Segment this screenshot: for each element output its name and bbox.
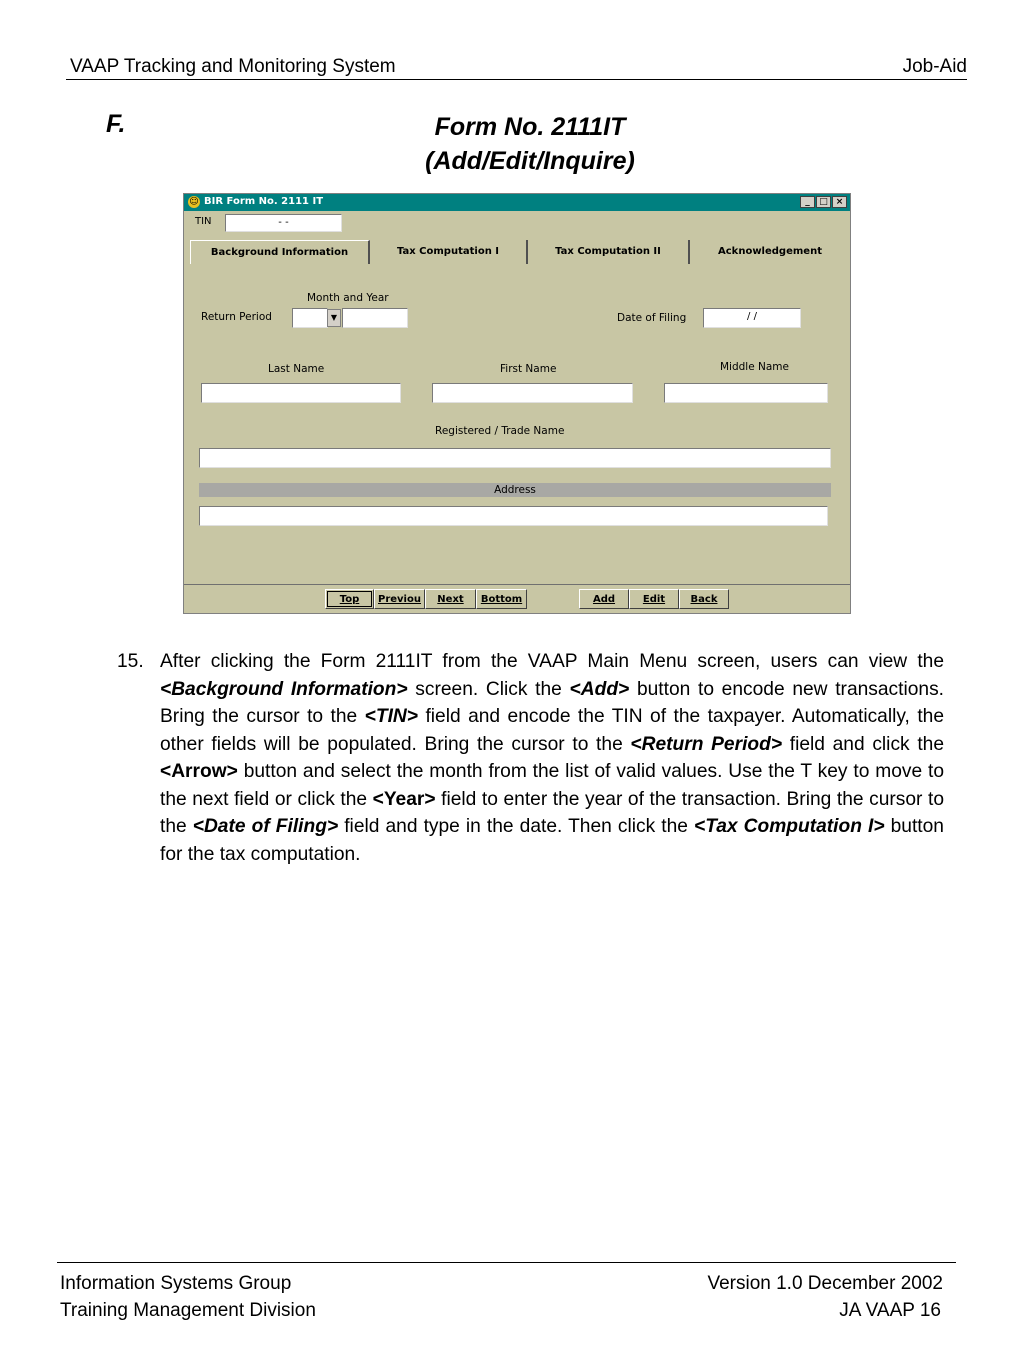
back-button[interactable]: Back: [679, 589, 729, 609]
footer-page-id: JA VAAP 16: [839, 1300, 941, 1321]
footer-version: Version 1.0 December 2002: [707, 1273, 943, 1294]
tin-field[interactable]: - -: [225, 214, 342, 232]
return-period-year-field[interactable]: [342, 308, 408, 328]
tab-acknowledgement[interactable]: Acknowledgement: [718, 246, 822, 257]
tab-tax-computation-2[interactable]: Tax Computation II: [528, 240, 690, 264]
address-label: Address: [199, 483, 831, 497]
first-name-field[interactable]: [432, 383, 633, 403]
middle-name-field[interactable]: [664, 383, 828, 403]
date-of-filing-label: Date of Filing: [617, 312, 687, 324]
footer-division: Training Management Division: [60, 1300, 316, 1321]
tin-label: TIN: [195, 216, 212, 227]
header-rule: [66, 79, 967, 80]
maximize-icon[interactable]: □: [816, 196, 831, 208]
last-name-field[interactable]: [201, 383, 401, 403]
minimize-icon[interactable]: _: [800, 196, 815, 208]
section-title-line2: (Add/Edit/Inquire): [425, 147, 635, 175]
bottom-button[interactable]: Bottom: [476, 589, 527, 609]
close-icon[interactable]: ×: [832, 196, 847, 208]
section-title: [330, 110, 730, 178]
form-2111it-window: [183, 193, 851, 614]
registered-name-label: Registered / Trade Name: [435, 425, 565, 437]
return-period-label: Return Period: [201, 311, 272, 323]
step-number: 15.: [117, 651, 144, 672]
next-button[interactable]: Next: [425, 589, 476, 609]
tab-background-information[interactable]: Background Information: [190, 240, 370, 264]
window-title: BIR Form No. 2111 IT: [204, 196, 324, 207]
edit-button[interactable]: Edit: [629, 589, 679, 609]
window-titlebar: [184, 194, 850, 211]
tab-bar: [190, 240, 850, 264]
top-button[interactable]: Top: [325, 589, 374, 609]
date-of-filing-field[interactable]: / /: [703, 308, 801, 328]
last-name-label: Last Name: [268, 363, 325, 375]
header-title: VAAP Tracking and Monitoring System: [70, 56, 396, 77]
chevron-down-icon[interactable]: ▼: [327, 309, 341, 327]
app-icon: ☺: [189, 197, 199, 207]
registered-name-field[interactable]: [199, 448, 831, 468]
month-year-label: Month and Year: [307, 292, 389, 304]
middle-name-label: Middle Name: [720, 361, 789, 373]
section-title-line1: Form No. 2111IT: [434, 113, 626, 141]
address-field[interactable]: [199, 506, 828, 526]
step-text: After clicking the Form 2111IT from the VAAP Main Menu screen, users can view the <Background Information> screen. Click the <Add> button to encode new transactions. Bring the cursor to the <TIN> field and encode the TIN of the taxpayer. Automatically, the other fields will be populated. Bring the cursor to the <Return Period> field and click the <Arrow> button and select the month from the list of valid values. Use the T key to move to the next field or click the <Year> field to enter the year of the transaction. Bring the cursor to the <Date of Filing> field and type in the date. Then click the <Tax Computation I> button for the tax computation.: [160, 651, 945, 865]
first-name-label: First Name: [500, 363, 557, 375]
button-bar-divider: [184, 584, 850, 585]
header-doc-type: Job-Aid: [902, 56, 967, 77]
previous-button[interactable]: Previou: [374, 589, 425, 609]
add-button[interactable]: Add: [579, 589, 629, 609]
return-period-month-select[interactable]: [292, 308, 328, 328]
tab-tax-computation-1[interactable]: Tax Computation I: [370, 240, 528, 264]
footer-rule: [57, 1262, 956, 1263]
section-letter: F.: [106, 110, 126, 138]
footer-org: Information Systems Group: [60, 1273, 292, 1294]
